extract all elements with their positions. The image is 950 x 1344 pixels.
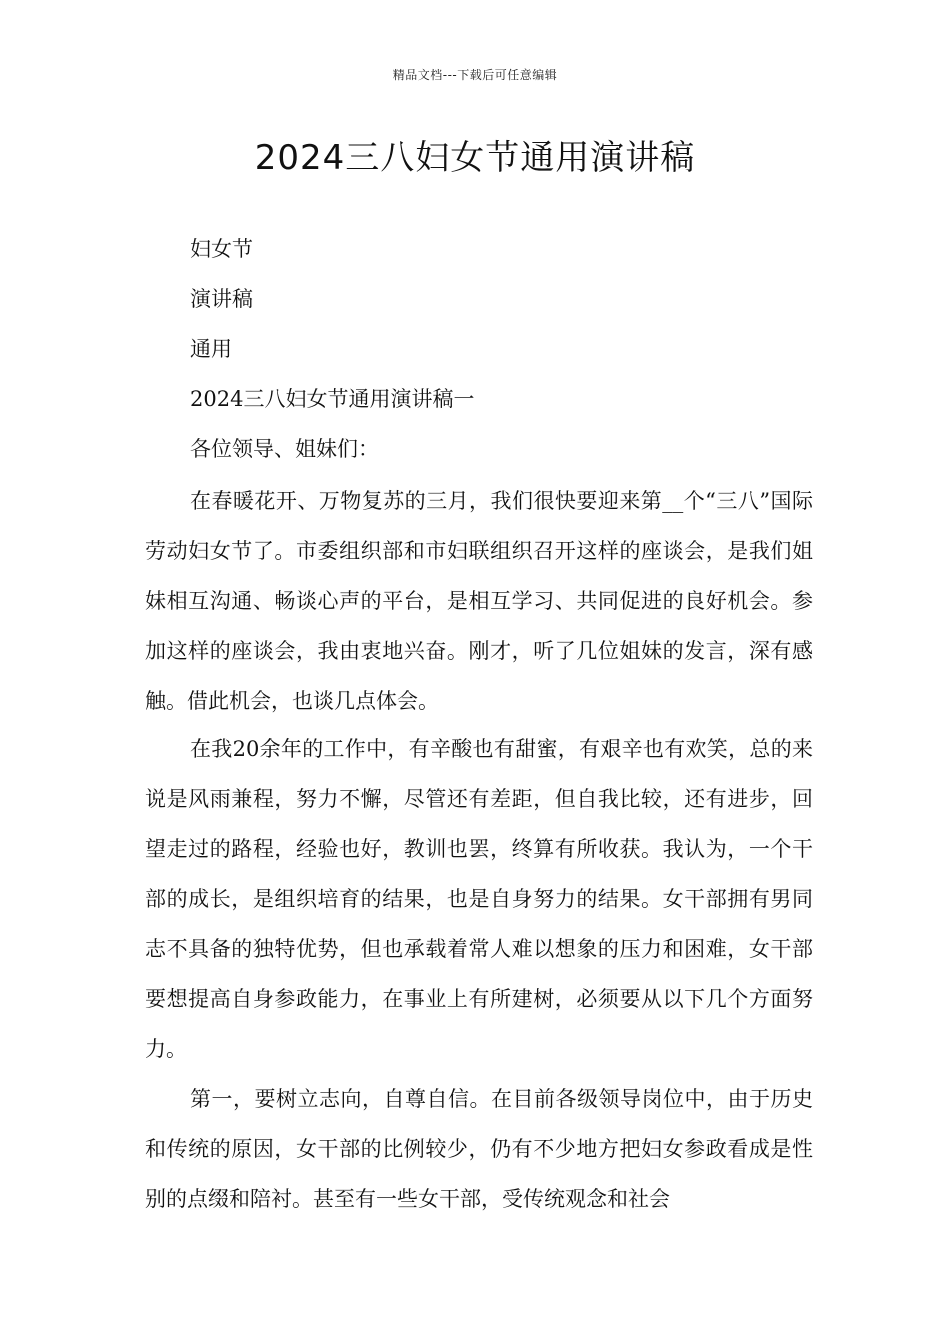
- section-subtitle: 2024三八妇女节通用演讲稿一: [190, 387, 475, 411]
- keyword-line-1: 妇女节: [190, 237, 253, 261]
- body-paragraph-1: 在春暖花开、万物复苏的三月，我们很快要迎来第__个“三八”国际劳动妇女节了。市委组织部和市妇联组织召开这样的座谈会，是我们姐妹相互沟通、畅谈心声的平台，是相互学习、共同促进的良好机会。参加这样的座谈会，我由衷地兴奋。刚才，听了几位姐妹的发言，深有感触。借此机会，也谈几点体会。: [145, 489, 813, 713]
- keyword-line-3: 通用: [190, 337, 232, 361]
- document-title: 2024三八妇女节通用演讲稿: [254, 138, 696, 178]
- body-paragraph-2: 在我20余年的工作中，有辛酸也有甜蜜，有艰辛也有欢笑，总的来说是风雨兼程，努力不懈，尽管还有差距，但自我比较，还有进步，回望走过的路程，经验也好，教训也罢，终算有所收获。我认为，一个干部的成长，是组织培育的结果，也是自身努力的结果。女干部拥有男同志不具备的独特优势，但也承载着常人难以想象的压力和困难，女干部要想提高自身参政能力，在事业上有所建树，必须要从以下几个方面努力。: [145, 737, 813, 1061]
- greeting-line: 各位领导、姐妹们：: [190, 437, 379, 461]
- body-paragraph-3: 第一，要树立志向，自尊自信。在目前各级领导岗位中，由于历史和传统的原因，女干部的比例较少，仍有不少地方把妇女参政看成是性别的点缀和陪衬。甚至有一些女干部，受传统观念和社会: [145, 1087, 813, 1211]
- keyword-line-2: 演讲稿: [190, 287, 253, 311]
- header-note: 精品文档---下载后可任意编辑: [392, 68, 558, 82]
